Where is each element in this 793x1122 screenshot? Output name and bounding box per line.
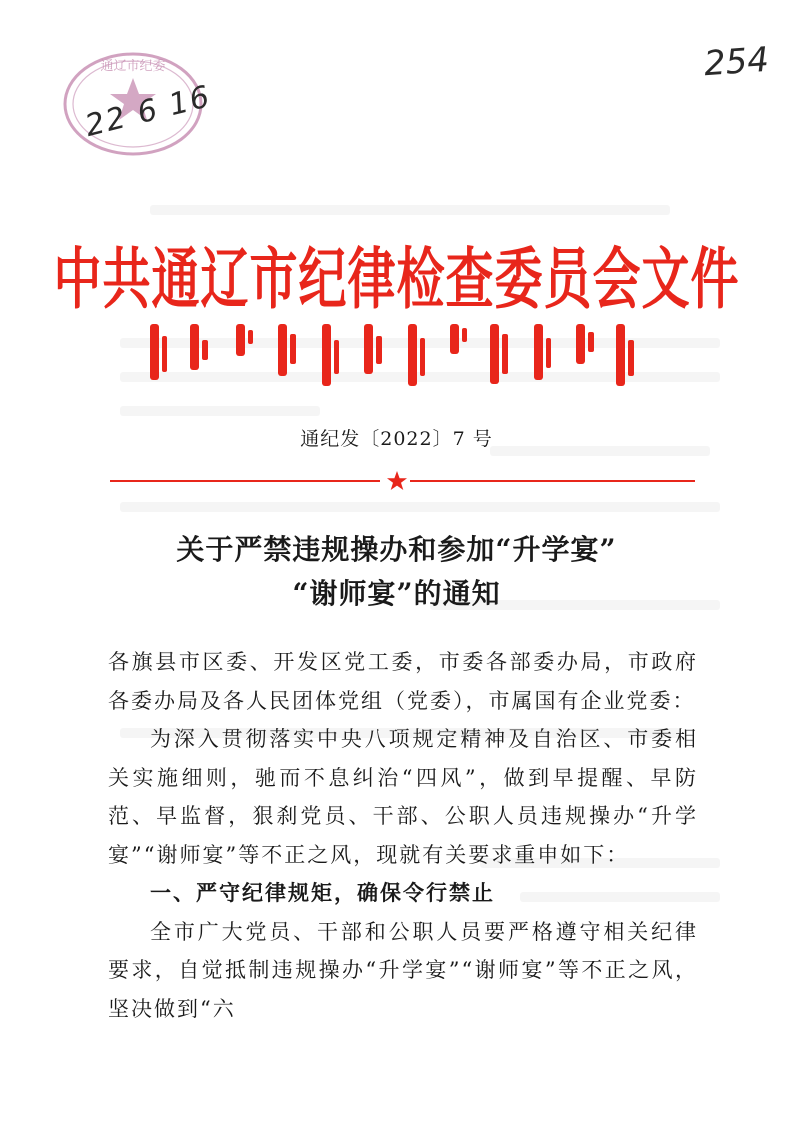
bleed-through-line: [120, 406, 320, 416]
recipients-paragraph: 各旗县市区委、开发区党工委，市委各部委办局，市政府各委办局及各人民团体党组（党委），市属国有企业党委：: [108, 650, 698, 713]
svg-text:通辽市纪委: 通辽市纪委: [100, 59, 166, 74]
star-icon: [386, 470, 408, 492]
section-paragraph: 全市广大党员、干部和公职人员要严格遵守相关纪律要求，自觉抵制违规操办“升学宴”“谢师宴”等不正之风，坚决做到“六: [108, 919, 698, 1021]
intro-paragraph: 为深入贯彻落实中央八项规定精神及自治区、市委相关实施细则，驰而不息纠治“四风”，做到早提醒、早防范、早监督，狠刹党员、干部、公职人员违规操办“升学宴”“谢师宴”等不正之风，现就有关要求重申如下：: [108, 727, 698, 867]
document-header-title: 中共通辽市纪律检查委员会文件: [53, 241, 740, 319]
bleed-through-line: [150, 205, 670, 215]
handwritten-date: 22 6 16: [81, 78, 215, 145]
notice-title-line-1: 关于严禁违规操办和参加“升学宴”: [176, 533, 617, 566]
document-number: 通纪发〔2022〕7 号: [300, 428, 493, 450]
mongolian-header-text: [150, 318, 650, 390]
red-rule-right: [410, 480, 695, 482]
bleed-through-line: [120, 502, 720, 512]
document-body: [108, 643, 698, 1028]
section-heading: 一、严守纪律规矩，确保令行禁止: [150, 881, 495, 905]
red-rule-left: [110, 480, 380, 482]
header-divider: [110, 470, 695, 492]
notice-title-line-2: “谢师宴”的通知: [292, 577, 501, 610]
handwritten-page-mark: 254: [702, 39, 771, 85]
